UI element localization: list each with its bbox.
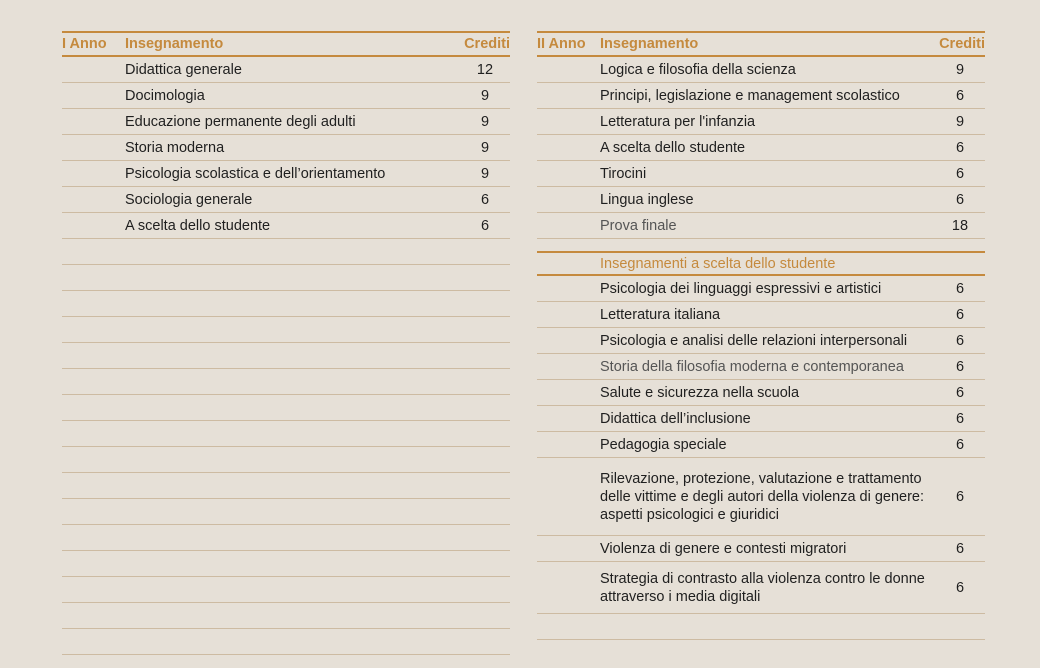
elective-name: Violenza di genere e contesti migratori bbox=[600, 540, 847, 557]
course-credits: 9 bbox=[480, 113, 490, 130]
empty-row bbox=[62, 473, 510, 499]
table-row bbox=[537, 109, 985, 135]
table-row bbox=[537, 57, 985, 83]
empty-row bbox=[62, 421, 510, 447]
elective-name: Psicologia e analisi delle relazioni interpersonali bbox=[600, 332, 908, 349]
course-name: A scelta dello studente bbox=[125, 217, 271, 234]
year2-anno-header: II Anno bbox=[537, 36, 586, 52]
table-row bbox=[537, 302, 985, 328]
empty-row bbox=[537, 614, 985, 640]
elective-credits: 6 bbox=[955, 540, 965, 557]
course-name: Storia moderna bbox=[125, 139, 225, 156]
course-credits: 6 bbox=[955, 139, 965, 156]
year1-table bbox=[62, 31, 510, 655]
year1-insegnamento-header: Insegnamento bbox=[125, 36, 224, 52]
course-credits: 9 bbox=[955, 113, 965, 130]
empty-row bbox=[62, 525, 510, 551]
elective-credits: 6 bbox=[955, 579, 965, 596]
year2-insegnamento-header: Insegnamento bbox=[600, 36, 699, 52]
course-name: Logica e filosofia della scienza bbox=[600, 61, 796, 78]
course-name: Lingua inglese bbox=[600, 191, 694, 208]
course-credits: 6 bbox=[955, 165, 965, 182]
elective-name: Rilevazione, protezione, valutazione e trattamento delle vittime e degli autori della violenza di genere: aspetti psicologici e giuridici bbox=[600, 470, 925, 523]
year2-header bbox=[537, 31, 985, 57]
elective-credits: 6 bbox=[955, 384, 965, 401]
empty-row bbox=[62, 317, 510, 343]
course-name: Docimologia bbox=[125, 87, 205, 104]
course-name: Educazione permanente degli adulti bbox=[125, 113, 356, 130]
elective-name: Didattica dell’inclusione bbox=[600, 410, 751, 427]
elective-credits: 6 bbox=[955, 280, 965, 297]
course-credits: 9 bbox=[955, 61, 965, 78]
empty-row bbox=[62, 629, 510, 655]
table-row bbox=[537, 380, 985, 406]
elective-name: Strategia di contrasto alla violenza contro le donne attraverso i media digitali bbox=[600, 570, 925, 605]
course-credits: 6 bbox=[955, 191, 965, 208]
empty-row bbox=[62, 577, 510, 603]
table-row bbox=[537, 406, 985, 432]
electives-title: Insegnamenti a scelta dello studente bbox=[600, 255, 836, 272]
table-row bbox=[537, 213, 985, 239]
empty-row bbox=[62, 603, 510, 629]
table-row bbox=[62, 213, 510, 239]
year2-table bbox=[537, 31, 985, 640]
course-credits: 9 bbox=[480, 165, 490, 182]
course-name: Prova finale bbox=[600, 217, 677, 234]
table-row bbox=[62, 109, 510, 135]
course-credits: 6 bbox=[955, 87, 965, 104]
empty-row bbox=[62, 551, 510, 577]
table-row bbox=[537, 276, 985, 302]
course-credits: 18 bbox=[951, 217, 969, 234]
empty-row bbox=[62, 265, 510, 291]
empty-row bbox=[62, 369, 510, 395]
course-credits: 9 bbox=[480, 139, 490, 156]
table-row bbox=[537, 161, 985, 187]
course-credits: 9 bbox=[480, 87, 490, 104]
empty-row bbox=[62, 447, 510, 473]
table-row bbox=[537, 432, 985, 458]
elective-name: Salute e sicurezza nella scuola bbox=[600, 384, 800, 401]
table-row bbox=[62, 161, 510, 187]
elective-name: Storia della filosofia moderna e contemporanea bbox=[600, 358, 904, 375]
course-credits: 6 bbox=[480, 191, 490, 208]
table-row bbox=[62, 187, 510, 213]
empty-row bbox=[62, 343, 510, 369]
table-row bbox=[537, 328, 985, 354]
course-credits: 12 bbox=[476, 61, 494, 78]
table-row bbox=[537, 135, 985, 161]
table-row bbox=[537, 354, 985, 380]
empty-row bbox=[62, 395, 510, 421]
elective-name: Pedagogia speciale bbox=[600, 436, 727, 453]
table-row bbox=[62, 57, 510, 83]
course-name: A scelta dello studente bbox=[600, 139, 746, 156]
table-row bbox=[537, 562, 985, 614]
table-row bbox=[537, 83, 985, 109]
course-name: Sociologia generale bbox=[125, 191, 253, 208]
year1-header bbox=[62, 31, 510, 57]
course-name: Principi, legislazione e management scolastico bbox=[600, 87, 900, 104]
course-name: Tirocini bbox=[600, 165, 647, 182]
elective-name: Letteratura italiana bbox=[600, 306, 721, 323]
empty-row bbox=[62, 239, 510, 265]
elective-credits: 6 bbox=[955, 410, 965, 427]
year1-crediti-header: Crediti bbox=[464, 36, 510, 52]
elective-credits: 6 bbox=[955, 488, 965, 505]
table-row bbox=[537, 536, 985, 562]
table-row bbox=[62, 83, 510, 109]
table-row bbox=[62, 135, 510, 161]
year2-crediti-header: Crediti bbox=[939, 36, 985, 52]
course-name: Letteratura per l'infanzia bbox=[600, 113, 756, 130]
course-name: Didattica generale bbox=[125, 61, 242, 78]
elective-credits: 6 bbox=[955, 436, 965, 453]
elective-credits: 6 bbox=[955, 306, 965, 323]
empty-row bbox=[62, 291, 510, 317]
year1-anno-header: I Anno bbox=[62, 36, 107, 52]
empty-row bbox=[62, 499, 510, 525]
course-name: Psicologia scolastica e dell’orientamento bbox=[125, 165, 386, 182]
elective-credits: 6 bbox=[955, 358, 965, 375]
elective-credits: 6 bbox=[955, 332, 965, 349]
elective-name: Psicologia dei linguaggi espressivi e artistici bbox=[600, 280, 882, 297]
electives-header bbox=[537, 251, 985, 276]
table-row bbox=[537, 458, 985, 536]
table-row bbox=[537, 187, 985, 213]
course-credits: 6 bbox=[480, 217, 490, 234]
